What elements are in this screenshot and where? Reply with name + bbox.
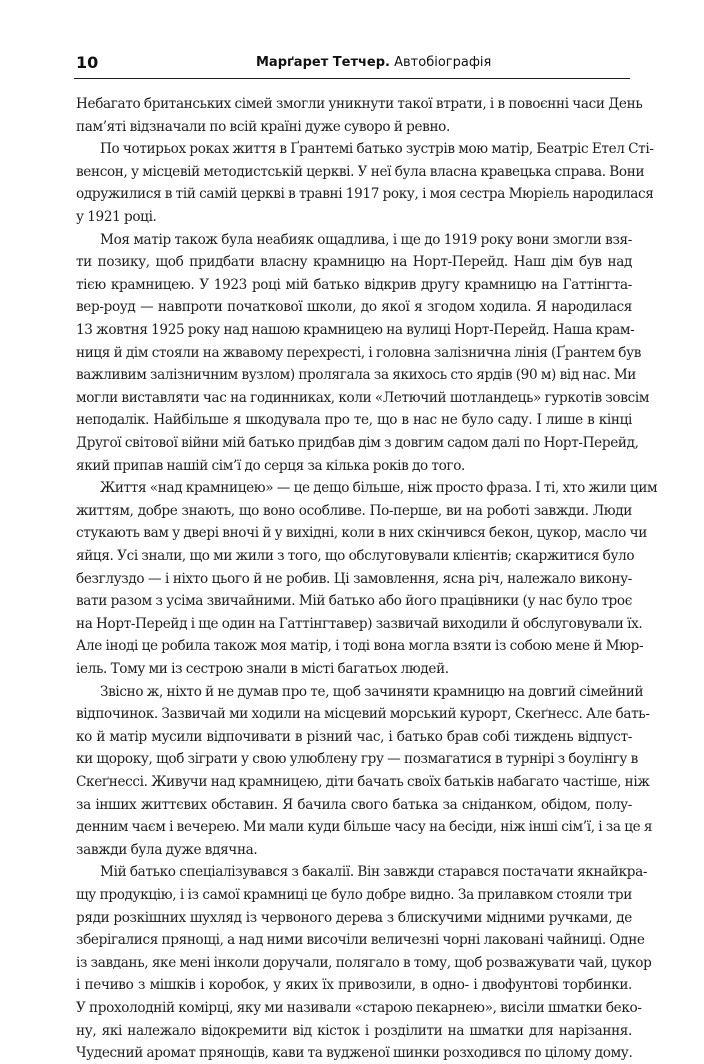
text-line: Небагато британських сімей змогли уникнути такої втрати, і в повоєнні часи День	[76, 96, 643, 112]
text-line: неподалік. Найбільше я шкодувала про те, що в нас не було саду. І лише в кінці	[76, 412, 632, 429]
text-line: іель. Тому ми із сестрою знали в місті багатьох людей.	[76, 661, 449, 677]
text-line: 13 жовтня 1925 року над нашою крамницею на вулиці Норт-Перейд. Наша крам-	[76, 322, 635, 338]
text-line: зберігалися прянощі, а над ними височіли величезні чорні лаковані чайниці. Одне	[76, 932, 645, 949]
text-line: По чотирьох роках життя в Ґрантемі батько зустрів мою матір, Беатріс Етел Сті-	[100, 141, 654, 158]
text-line: Чудесний аромат прянощів, кави та вудженої шинки розходився по цілому дому.	[76, 1045, 633, 1062]
text-line: ко й матір мусили відпочивати в різний час, і батько брав собі тиждень відпуст-	[76, 728, 632, 745]
text-line: ки щороку, щоб зіграти у свою улюблену гру — позмагатися в турнірі з боулінгу в	[76, 751, 638, 768]
text-line: і печиво з мішків і коробок, у яких їх привозили, в одно- і двофунтові торбинки.	[76, 977, 632, 994]
text-line: пам’яті відзначали по всій країні дуже суворо й ревно.	[76, 118, 450, 135]
text-line: відпочинок. Зазвичай ми ходили на місцевий морський курорт, Скеґнесс. Але бать-	[76, 706, 650, 723]
text-line: вати разом з усіма звичайними. Мій батько або його працівники (у нас було троє	[76, 593, 632, 610]
text-line: щу продукцію, і із самої крамниці це було добре видно. За прилавком стояли три	[76, 887, 632, 903]
text-line: венсон, у місцевій методистській церкві. У неї була власна кравецька справа. Вони	[76, 163, 645, 180]
text-line: Моя матір також була неабияк ощадлива, і ще до 1919 року вони змогли взя-	[100, 231, 632, 248]
text-line: ну, які належало відокремити від кісток і розділити на шматки для нарізання.	[76, 1022, 632, 1039]
text-line: тією крамницею. У 1923 році мій батько відкрив другу крамницю на Гаттінгта-	[76, 276, 632, 293]
text-line: денним чаєм і вечерею. Ми мали куди більше часу на бесіди, ніж інші сім’ї, і за це я	[76, 819, 653, 836]
running-head-title: Автобіографія	[394, 55, 492, 70]
text-line: ти позику, щоб придбати власну крамницю на Норт-Перейд. Наш дім був над	[76, 254, 632, 271]
text-line: важливим залізничним вузлом) пролягала за якихось сто ярдів (90 м) від нас. Ми	[76, 367, 637, 384]
text-line: Звісно ж, ніхто й не думав про те, щоб зачиняти крамницю на довгий сімейний	[100, 683, 644, 700]
page-number: 10	[76, 53, 99, 72]
text-line: життям, добре знають, що воно особливе. По-перше, ви на роботі завжди. Люди	[76, 502, 632, 519]
text-line: Другої світової війни мій батько придбав дім з довгим садом далі по Норт-Перейд,	[76, 435, 639, 451]
text-line: у 1921 році.	[76, 209, 157, 225]
text-line: вер-роуд — навпроти початкової школи, до якої я згодом ходила. Я народилася	[76, 299, 632, 316]
running-head-author: Марґарет Тетчер.	[256, 55, 390, 70]
text-line: Скеґнессі. Живучи над крамницею, діти бачать своїх батьків набагато частіше, ніж	[76, 774, 650, 790]
text-line: стукають вам у двері вночі й у вихідні, коли в них скінчився бекон, цукор, масло чи	[76, 525, 647, 542]
text-line: ниця й дім стояли на жвавому перехресті, і головна залізнична лінія (Ґрантем був	[76, 344, 642, 361]
text-line: за інших життєвих обставин. Я бачила свого батька за сніданком, обідом, полу-	[76, 796, 632, 813]
text-line: ряди розкішних шухляд із червоного дерева з блискучими мідними ручками, де	[76, 909, 632, 926]
text-line: безглуздо — і ніхто цього й не робив. Ці замовлення, ясна річ, належало викону-	[76, 570, 632, 587]
text-line: із завдань, яке мені інколи доручали, полягало в тому, щоб розважувати чай, цукор	[76, 954, 652, 971]
text-line: який припав нашій сім’ї до серця за кілька років до того.	[76, 457, 466, 474]
text-line: одружилися в тій самій церкві в травні 1917 року, і моя сестра Мюріель народилася	[76, 186, 654, 203]
text-line: яйця. Усі знали, що ми жили з того, що обслуговували клієнтів; скаржитися було	[76, 548, 635, 564]
text-line: Мій батько спеціалізувався з бакалії. Він завжди старався постачати якнайкра-	[100, 864, 648, 881]
text-line: Життя «над крамницею» — це дещо більше, ніж просто фраза. І ті, хто жили цим	[100, 480, 658, 497]
text-line: Але іноді це робила також моя матір, і тоді вона могла взяти із собою мене й Мюр-	[76, 638, 644, 655]
text-line: могли виставляти час на годинниках, коли «Летючий шотландець» гуркотів зовсім	[76, 389, 650, 406]
text-line: У прохолодній комірці, яку ми називали «старою пекарнею», висіли шматки беко-	[76, 1000, 642, 1016]
text-line: на Норт-Перейд і ще один на Гаттінгтавер) зазвичай виходили й обслуговували їх.	[76, 615, 643, 632]
text-line: завжди була дуже вдячна.	[76, 841, 258, 858]
